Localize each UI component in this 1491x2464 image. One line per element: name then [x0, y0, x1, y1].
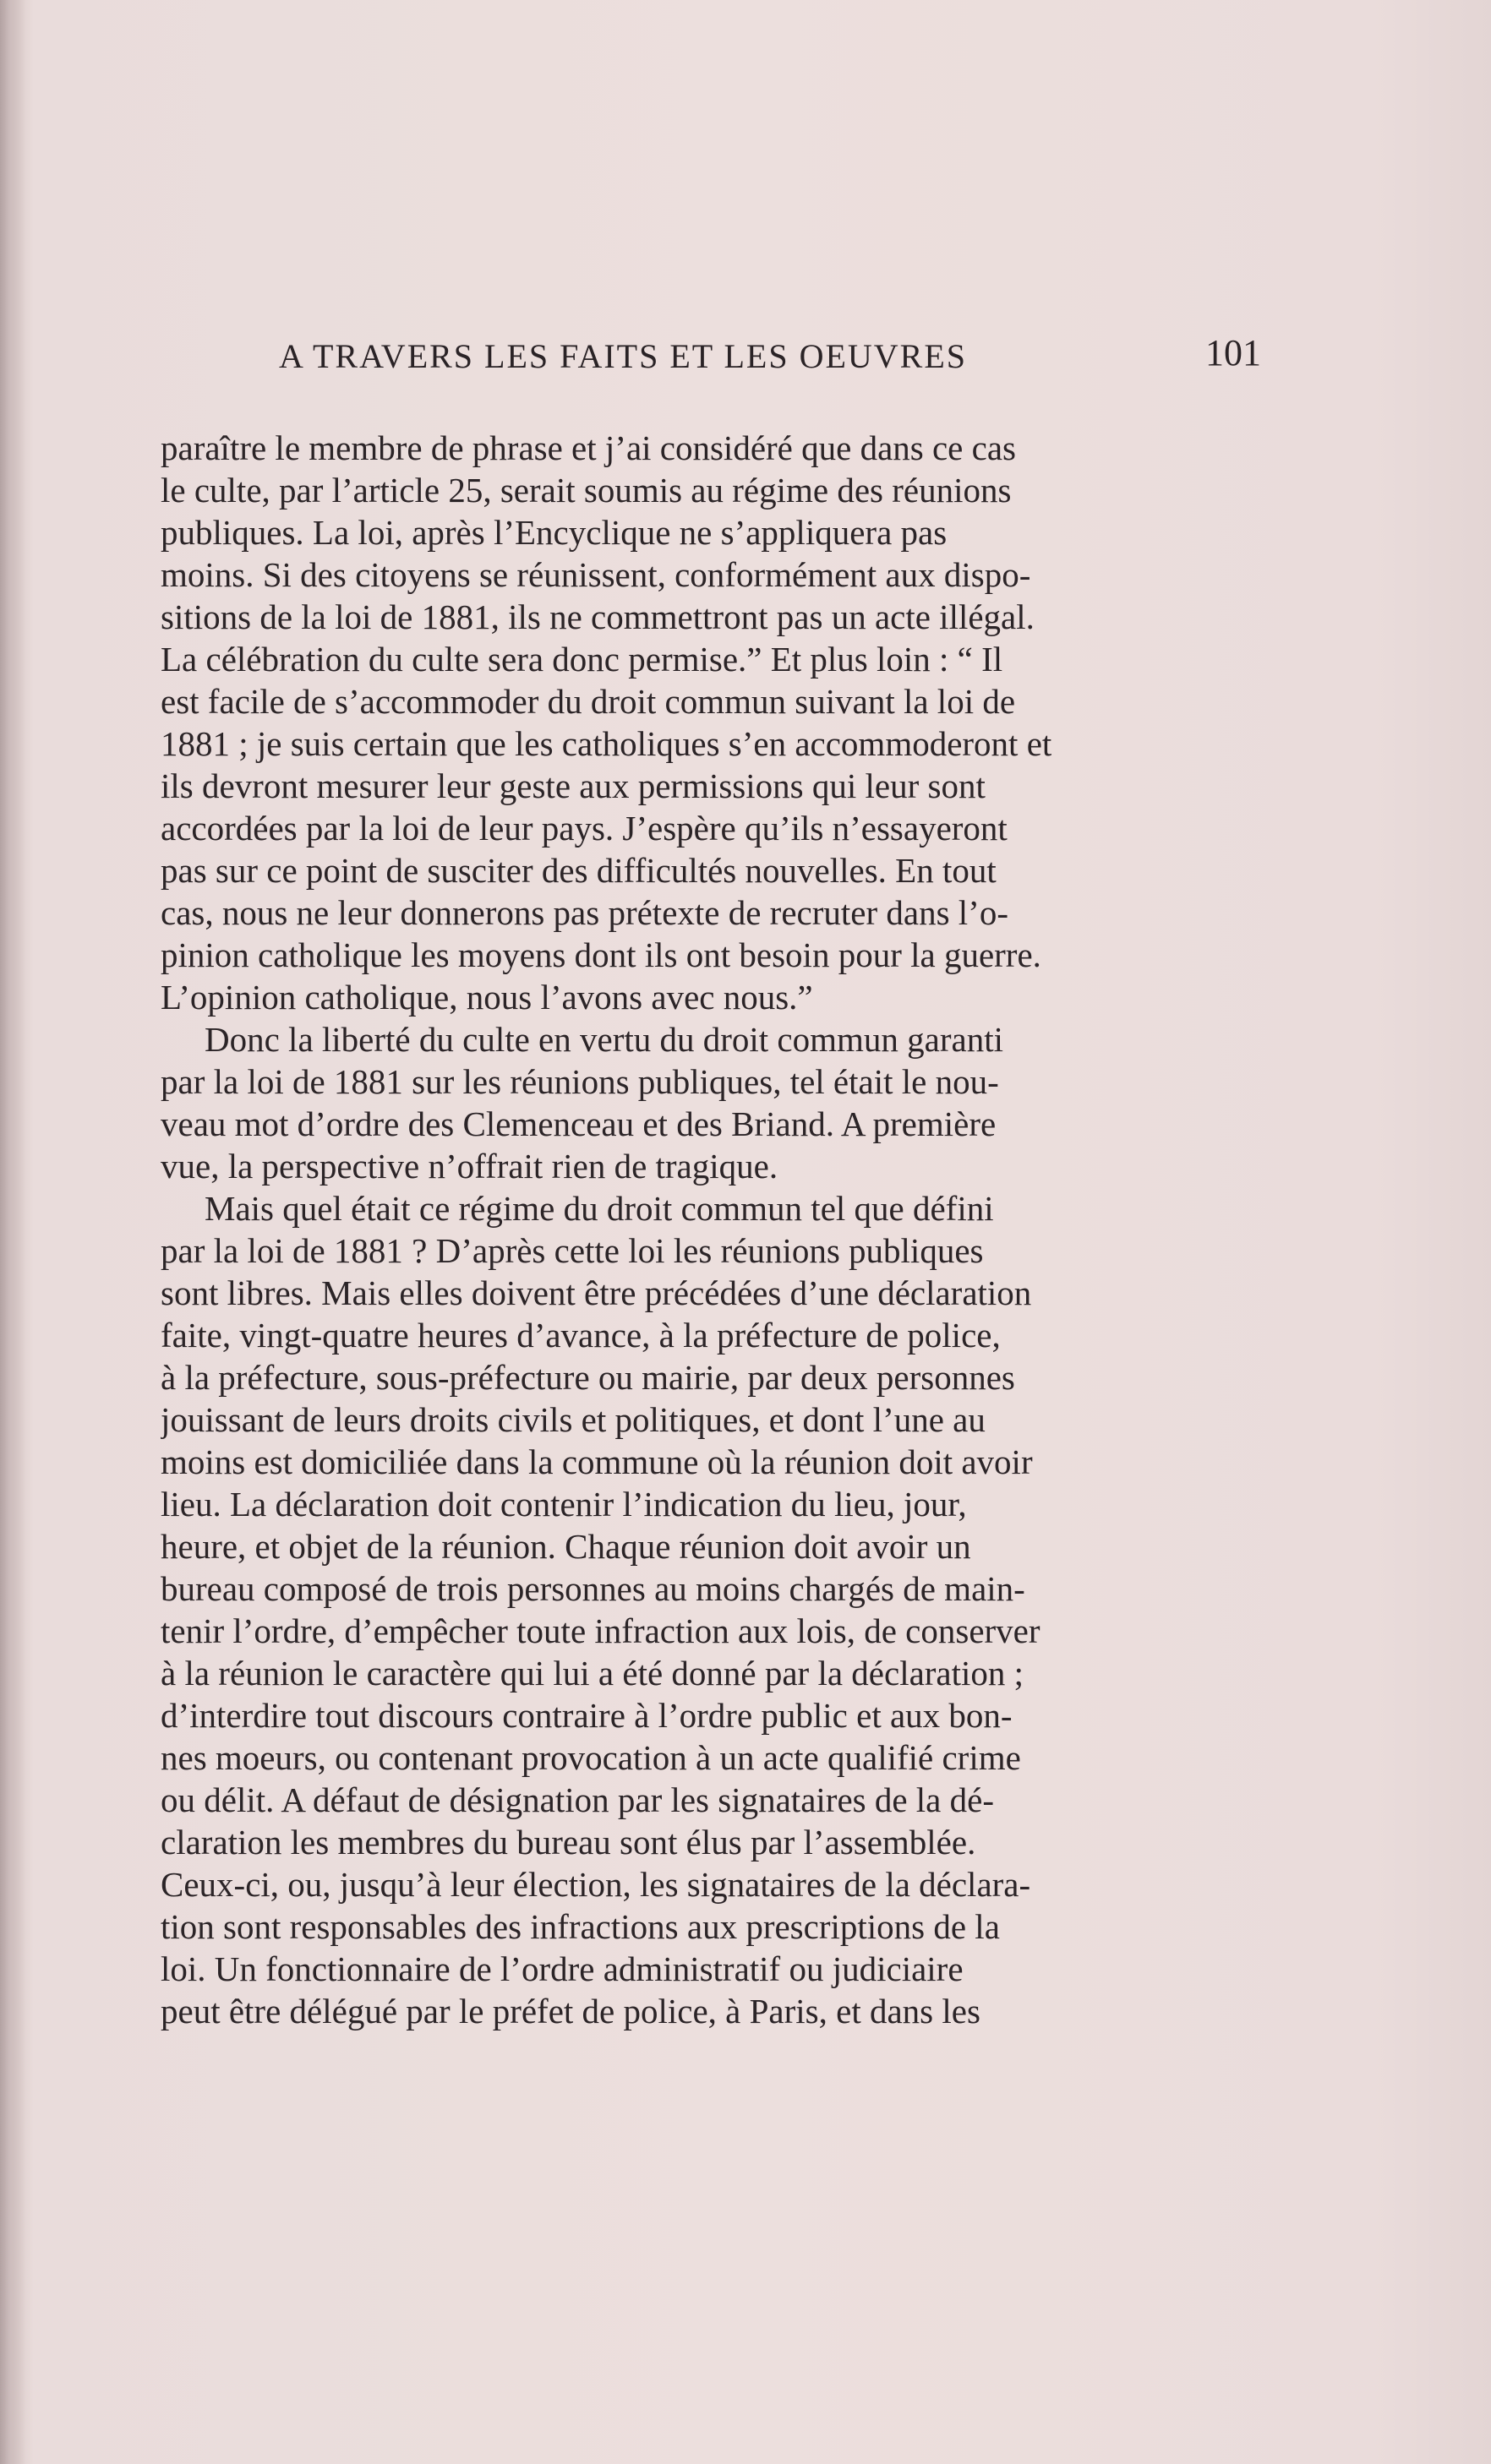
text-line: tion sont responsables des infractions aux prescriptions de la	[161, 1907, 1000, 1946]
text-line: vue, la perspective n’offrait rien de tragique.	[161, 1147, 778, 1186]
text-line: pas sur ce point de susciter des difficultés nouvelles. En tout	[161, 851, 997, 890]
paragraph-1	[161, 427, 1281, 1018]
text-line: loi. Un fonctionnaire de l’ordre administratif ou judiciaire	[161, 1949, 964, 1988]
text-line: moins est domiciliée dans la commune où la réunion doit avoir	[161, 1442, 1033, 1481]
text-line: ils devront mesurer leur geste aux permissions qui leur sont	[161, 766, 986, 805]
text-line: à la réunion le caractère qui lui a été donné par la déclaration ;	[161, 1654, 1024, 1693]
text-line: nes moeurs, ou contenant provocation à un acte qualifié crime	[161, 1738, 1021, 1777]
text-line: à la préfecture, sous-préfecture ou mairie, par deux personnes	[161, 1358, 1015, 1397]
text-line: cas, nous ne leur donnerons pas prétexte de recruter dans l’o-	[161, 893, 1008, 932]
text-line: par la loi de 1881 ? D’après cette loi les réunions publiques	[161, 1231, 984, 1270]
text-line: heure, et objet de la réunion. Chaque réunion doit avoir un	[161, 1527, 971, 1566]
text-line: jouissant de leurs droits civils et politiques, et dont l’une au	[161, 1400, 986, 1439]
text-line: publiques. La loi, après l’Encyclique ne s’appliquera pas	[161, 513, 948, 552]
text-line: veau mot d’ordre des Clemenceau et des Briand. A première	[161, 1104, 997, 1143]
running-title: A TRAVERS LES FAITS ET LES OEUVRES	[279, 337, 968, 375]
text-line: claration les membres du bureau sont élus par l’assemblée.	[161, 1823, 976, 1862]
text-line: La célébration du culte sera donc permise.” Et plus loin : “ Il	[161, 640, 1003, 679]
text-line: paraître le membre de phrase et j’ai considéré que dans ce cas	[161, 428, 1016, 467]
text-line: sont libres. Mais elles doivent être précédées d’une déclaration	[161, 1273, 1032, 1312]
text-line: bureau composé de trois personnes au moins chargés de main-	[161, 1569, 1025, 1608]
text-line: faite, vingt-quatre heures d’avance, à la préfecture de police,	[161, 1316, 1001, 1355]
text-line: d’interdire tout discours contraire à l’ordre public et aux bon-	[161, 1696, 1013, 1735]
text-line: est facile de s’accommoder du droit commun suivant la loi de	[161, 682, 1016, 721]
text-line: le culte, par l’article 25, serait soumis au régime des réunions	[161, 471, 1012, 510]
paragraph-2	[161, 1018, 1281, 1187]
text-line: tenir l’ordre, d’empêcher toute infraction aux lois, de conserver	[161, 1611, 1040, 1650]
text-line: lieu. La déclaration doit contenir l’indication du lieu, jour,	[161, 1485, 967, 1524]
text-line: L’opinion catholique, nous l’avons avec nous.”	[161, 978, 813, 1017]
text-line: Ceux-ci, ou, jusqu’à leur élection, les signataires de la déclara-	[161, 1865, 1031, 1904]
paragraph-3	[161, 1187, 1281, 2032]
text-line: Donc la liberté du culte en vertu du droit commun garanti	[205, 1020, 1003, 1059]
text-line: Mais quel était ce régime du droit commun tel que défini	[205, 1189, 994, 1228]
text-line: pinion catholique les moyens dont ils ont besoin pour la guerre.	[161, 935, 1041, 974]
text-line: moins. Si des citoyens se réunissent, conformément aux dispo-	[161, 555, 1031, 594]
running-head	[279, 331, 1293, 382]
body-text	[161, 427, 1281, 2032]
text-line: 1881 ; je suis certain que les catholiques s’en accommoderont et	[161, 724, 1052, 763]
text-line: peut être délégué par le préfet de police, à Paris, et dans les	[161, 1992, 980, 2031]
text-line: ou délit. A défaut de désignation par les signataires de la dé-	[161, 1780, 994, 1819]
page-number: 101	[1205, 332, 1261, 373]
text-line: sitions de la loi de 1881, ils ne commettront pas un acte illégal.	[161, 597, 1035, 636]
text-line: par la loi de 1881 sur les réunions publiques, tel était le nou-	[161, 1062, 999, 1101]
text-line: accordées par la loi de leur pays. J’espère qu’ils n’essayeront	[161, 809, 1008, 848]
